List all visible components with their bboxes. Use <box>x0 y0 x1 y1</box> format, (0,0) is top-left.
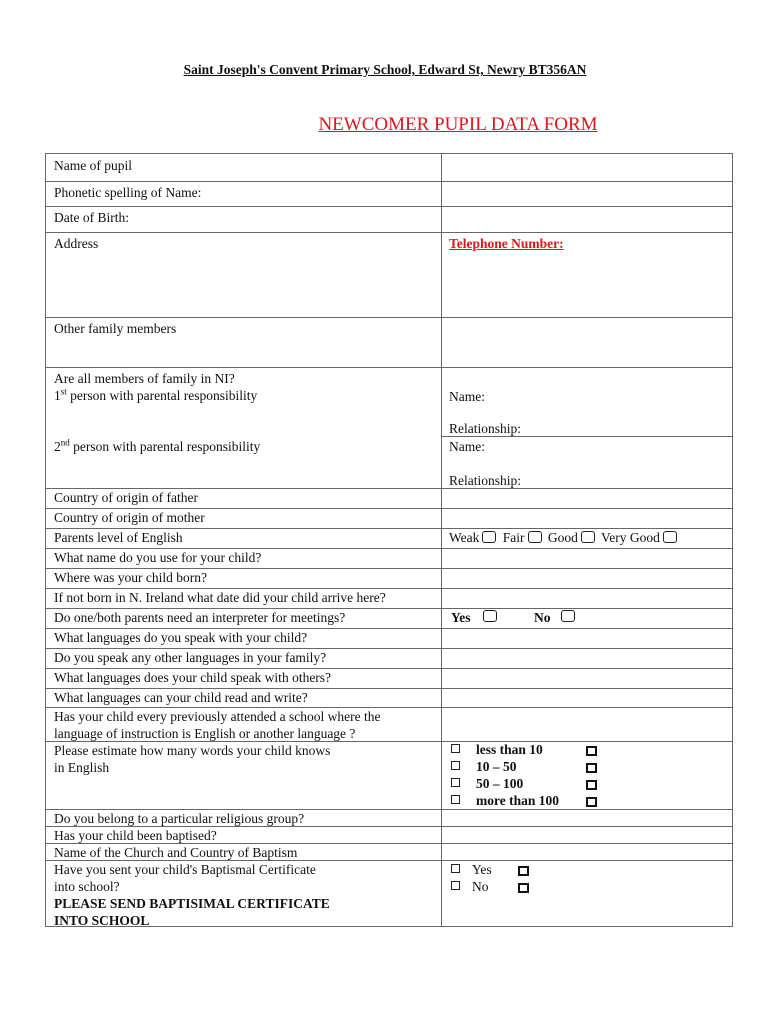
option-fair-label: Fair <box>502 530 525 545</box>
label-dob: Date of Birth: <box>54 210 129 225</box>
option-good-checkbox[interactable] <box>581 531 595 543</box>
label-person-1-name: Name: <box>449 389 485 404</box>
option-weak-checkbox[interactable] <box>482 531 496 543</box>
words-option-4-checkbox[interactable] <box>451 795 460 804</box>
words-option-2-box-icon <box>586 763 597 773</box>
words-option-2-checkbox[interactable] <box>451 761 460 770</box>
words-option-2-label: 10 – 50 <box>476 759 517 774</box>
interpreter-yes-label: Yes <box>451 610 471 625</box>
interpreter-no-label: No <box>534 610 551 625</box>
label-parents-english: Parents level of English <box>54 530 183 545</box>
label-cert-4: INTO SCHOOL <box>54 913 150 928</box>
column-divider <box>441 154 442 926</box>
row-divider <box>46 181 732 182</box>
words-option-1-box-icon <box>586 746 597 756</box>
label-person-1: 1st person with parental responsibility <box>54 386 258 403</box>
cert-yes-box-icon <box>518 866 529 876</box>
label-cert-1: Have you sent your child's Baptismal Certificate <box>54 862 316 877</box>
label-name-of-pupil: Name of pupil <box>54 158 132 173</box>
label-lang-read: What languages can your child read and write? <box>54 690 308 705</box>
label-baptised: Has your child been baptised? <box>54 828 217 843</box>
row-divider <box>46 206 732 207</box>
row-divider <box>46 317 732 318</box>
label-mother-origin: Country of origin of mother <box>54 510 205 525</box>
label-interpreter: Do one/both parents need an interpreter for meetings? <box>54 610 346 625</box>
cert-no-box-icon <box>518 883 529 893</box>
label-prev-school-2: language of instruction is English or another language ? <box>54 726 356 741</box>
words-option-1-checkbox[interactable] <box>451 744 460 753</box>
label-child-name: What name do you use for your child? <box>54 550 262 565</box>
label-address: Address <box>54 236 99 251</box>
interpreter-yes-checkbox[interactable] <box>483 610 497 622</box>
cert-no-label: No <box>472 879 489 894</box>
label-religion: Do you belong to a particular religious group? <box>54 811 305 826</box>
label-person-2-name: Name: <box>449 439 485 454</box>
row-divider <box>46 232 732 233</box>
words-option-1-label: less than 10 <box>476 742 543 757</box>
label-person-2: 2nd person with parental responsibility <box>54 437 261 454</box>
words-option-4-label: more than 100 <box>476 793 559 808</box>
words-option-3-label: 50 – 100 <box>476 776 524 791</box>
form-table <box>45 153 733 927</box>
label-prev-school-1: Has your child every previously attended a school where the <box>54 709 381 724</box>
label-lang-speak: What languages do you speak with your child? <box>54 630 308 645</box>
label-lang-family: Do you speak any other languages in your family? <box>54 650 327 665</box>
row-divider <box>46 367 732 368</box>
label-words-1: Please estimate how many words your child knows <box>54 743 331 758</box>
label-telephone: Telephone Number: <box>449 236 564 251</box>
option-weak-label: Weak <box>449 530 480 545</box>
school-heading: Saint Joseph's Convent Primary School, Edward St, Newry BT356AN <box>183 62 587 77</box>
label-words-2: in English <box>54 760 110 775</box>
words-option-3-box-icon <box>586 780 597 790</box>
form-title: NEWCOMER PUPIL DATA FORM <box>318 114 598 135</box>
label-phonetic: Phonetic spelling of Name: <box>54 185 202 200</box>
words-option-4-box-icon <box>586 797 597 807</box>
label-person-2-relationship: Relationship: <box>449 473 521 488</box>
option-good-label: Good <box>547 530 578 545</box>
english-level-options <box>449 529 680 546</box>
option-very-good-label: Very Good <box>601 530 660 545</box>
label-other-family: Other family members <box>54 321 177 336</box>
option-fair-checkbox[interactable] <box>528 531 542 543</box>
label-all-members: Are all members of family in NI? <box>54 371 235 386</box>
label-cert-2: into school? <box>54 879 120 894</box>
label-lang-child: What languages does your child speak with others? <box>54 670 332 685</box>
cert-yes-checkbox[interactable] <box>451 864 460 873</box>
words-option-3-checkbox[interactable] <box>451 778 460 787</box>
label-child-born: Where was your child born? <box>54 570 207 585</box>
cert-no-checkbox[interactable] <box>451 881 460 890</box>
option-very-good-checkbox[interactable] <box>663 531 677 543</box>
interpreter-no-checkbox[interactable] <box>561 610 575 622</box>
label-father-origin: Country of origin of father <box>54 490 198 505</box>
label-arrival-date: If not born in N. Ireland what date did your child arrive here? <box>54 590 386 605</box>
label-person-1-relationship: Relationship: <box>449 421 521 436</box>
cert-yes-label: Yes <box>472 862 492 877</box>
label-church: Name of the Church and Country of Baptism <box>54 845 298 860</box>
label-cert-3: PLEASE SEND BAPTISIMAL CERTIFICATE <box>54 896 330 911</box>
